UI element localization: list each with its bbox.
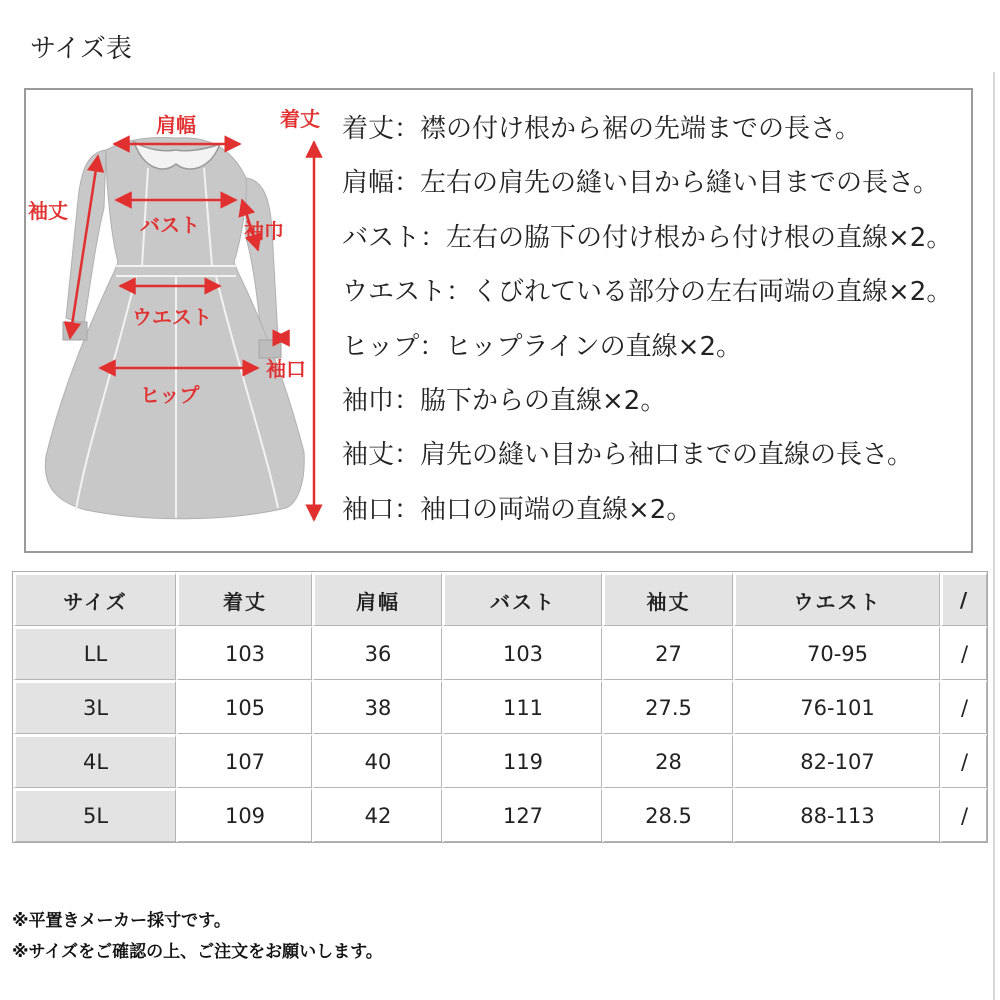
dress-diagram <box>26 90 346 552</box>
definition-cuff: 袖口：袖口の両端の直線×2。 <box>342 494 693 525</box>
cell-size: LL <box>13 626 176 680</box>
cell-length: 103 <box>176 626 312 680</box>
label-sleeve-width: 袖巾 <box>244 219 284 243</box>
cell-extra: / <box>940 788 987 842</box>
definition-hip: ヒップ：ヒップラインの直線×2。 <box>342 331 742 362</box>
definition-sleeve-width: 袖巾：脇下からの直線×2。 <box>342 385 667 416</box>
size-table <box>12 571 988 843</box>
cell-size: 5L <box>13 788 176 842</box>
notes <box>12 906 383 968</box>
cuff-right <box>259 340 281 358</box>
cell-sleeve: 27.5 <box>602 680 733 734</box>
definition-bust: バスト：左右の脇下の付け根から付け根の直線×2。 <box>342 222 953 253</box>
cell-bust: 111 <box>442 680 602 734</box>
table-row <box>13 680 987 734</box>
measurement-guide <box>24 88 973 553</box>
label-shoulder: 肩幅 <box>156 113 196 137</box>
cell-extra: / <box>940 680 987 734</box>
cell-waist: 70-95 <box>733 626 940 680</box>
cell-size: 3L <box>13 680 176 734</box>
cell-extra: / <box>940 734 987 788</box>
header-sleeve: 袖丈 <box>602 572 733 626</box>
table-header-row <box>13 572 987 626</box>
definition-sleeve-length: 袖丈：肩先の縫い目から袖口までの直線の長さ。 <box>342 440 913 471</box>
cell-sleeve: 27 <box>602 626 733 680</box>
table-row <box>13 734 987 788</box>
table-row <box>13 788 987 842</box>
label-waist: ウエスト <box>132 305 212 329</box>
header-shoulder: 肩幅 <box>312 572 442 626</box>
cell-bust: 127 <box>442 788 602 842</box>
cell-sleeve: 28 <box>602 734 733 788</box>
header-bust: バスト <box>442 572 602 626</box>
cell-shoulder: 38 <box>312 680 442 734</box>
header-size: サイズ <box>13 572 176 626</box>
label-sleeve-length: 袖丈 <box>28 199 68 223</box>
cell-waist: 82-107 <box>733 734 940 788</box>
definition-length: 着丈：襟の付け根から裾の先端までの長さ。 <box>342 114 861 144</box>
cell-bust: 119 <box>442 734 602 788</box>
note-confirm-size: ※サイズをご確認の上、ご注文をお願いします。 <box>12 942 383 962</box>
cell-bust: 103 <box>442 626 602 680</box>
header-waist: ウエスト <box>733 572 940 626</box>
label-bust: バスト <box>140 213 200 237</box>
page-title: サイズ表 <box>30 34 132 64</box>
header-extra: / <box>940 572 987 626</box>
cell-length: 105 <box>176 680 312 734</box>
definition-waist: ウエスト：くびれている部分の左右両端の直線×2。 <box>342 277 953 308</box>
definition-shoulder: 肩幅：左右の肩先の縫い目から縫い目までの長さ。 <box>342 168 939 199</box>
cell-sleeve: 28.5 <box>602 788 733 842</box>
note-measurement: ※平置きメーカー採寸です。 <box>12 911 231 931</box>
cell-shoulder: 42 <box>312 788 442 842</box>
cell-waist: 76-101 <box>733 680 940 734</box>
cell-waist: 88-113 <box>733 788 940 842</box>
label-length: 着丈 <box>280 107 320 131</box>
header-length: 着丈 <box>176 572 312 626</box>
cuff-left <box>63 322 87 340</box>
cell-size: 4L <box>13 734 176 788</box>
page-edge-rule <box>993 72 995 1000</box>
cell-length: 107 <box>176 734 312 788</box>
measurement-definitions <box>342 102 952 537</box>
cell-shoulder: 36 <box>312 626 442 680</box>
label-cuff: 袖口 <box>266 357 306 381</box>
label-hip: ヒップ <box>140 383 200 407</box>
table-row <box>13 626 987 680</box>
cell-extra: / <box>940 626 987 680</box>
cell-shoulder: 40 <box>312 734 442 788</box>
cell-length: 109 <box>176 788 312 842</box>
